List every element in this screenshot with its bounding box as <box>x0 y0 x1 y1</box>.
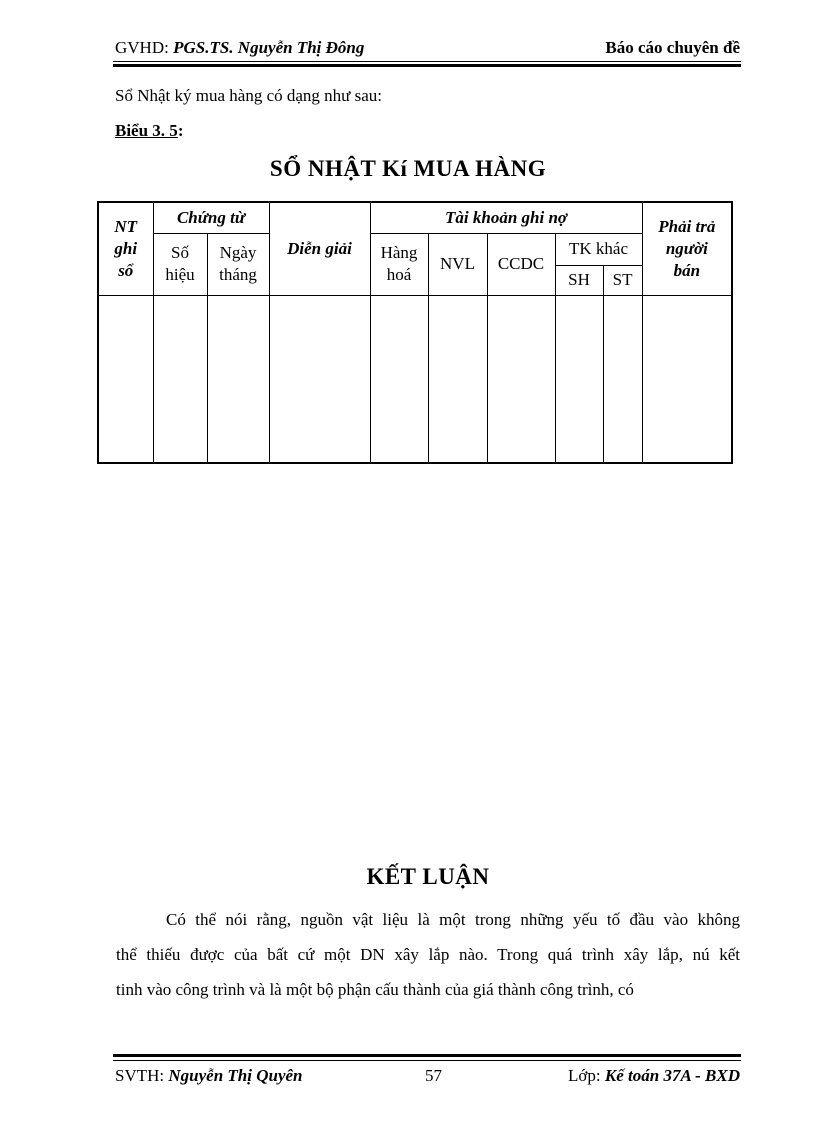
table-cell <box>207 295 269 463</box>
figure-caption <box>115 121 183 141</box>
col-hang-hoa <box>370 233 428 295</box>
conclusion-paragraph <box>116 902 740 1007</box>
paragraph-line <box>116 902 740 937</box>
header-advisor <box>115 38 364 58</box>
col-ngay-thang <box>207 233 269 295</box>
paragraph-line: tinh vào công trình và là một bộ phận cấu thành của giá thành công trình, có <box>116 980 634 999</box>
footer-rule-thin <box>113 1060 741 1061</box>
table-cell <box>603 295 642 463</box>
col-nt-line: ghi <box>114 238 138 258</box>
col-ngay-thang-line: tháng <box>219 265 257 284</box>
col-phai-tra-line: bán <box>673 260 701 280</box>
paragraph-line: thể thiếu được của bất cứ một DN xây lắp nào. Trong quá trình xây lắp, nú kết <box>116 945 740 964</box>
caption-label: Biểu 3. 5 <box>115 121 178 140</box>
col-so-hieu-line: hiệu <box>165 265 195 284</box>
intro-text: Sổ Nhật ký mua hàng có dạng như sau: <box>115 86 383 105</box>
class-name: Kế toán 37A - BXD <box>604 1066 740 1085</box>
student-prefix: SVTH: <box>115 1066 169 1085</box>
header-rule-thick <box>113 64 741 67</box>
header-report-type: Báo cáo chuyên đề <box>605 38 740 57</box>
col-nt-line: NT <box>114 216 138 236</box>
col-hang-hoa-line: hoá <box>386 265 412 284</box>
col-ccdc: CCDC <box>487 233 555 295</box>
footer-class <box>568 1066 740 1086</box>
table-body-row <box>98 295 732 463</box>
table-cell <box>269 295 370 463</box>
col-st: ST <box>603 265 642 295</box>
col-phai-tra-line: người <box>665 238 708 258</box>
col-nt-ghi-so <box>98 202 153 295</box>
header-rule-thin <box>113 61 741 62</box>
table-cell <box>487 295 555 463</box>
table-cell <box>642 295 732 463</box>
page-number: 57 <box>425 1066 442 1085</box>
col-phai-tra-line: Phải trả <box>658 216 716 236</box>
section-title: KẾT LUẬN <box>366 864 490 889</box>
advisor-prefix: GVHD: <box>115 38 174 57</box>
col-hang-hoa-line: Hàng <box>380 243 418 262</box>
group-tk-khac: TK khác <box>555 233 642 265</box>
table-cell <box>428 295 487 463</box>
table-title: SỔ NHẬT Kí MUA HÀNG <box>269 156 547 181</box>
paragraph-line-text: Có thể nói rằng, nguồn vật liệu là một trong những yếu tố đầu vào không <box>166 910 740 929</box>
col-ngay-thang-line: Ngày <box>219 243 257 262</box>
group-tk-ghi-no: Tài khoản ghi nợ <box>370 202 642 233</box>
col-dien-giai: Diễn giải <box>269 202 370 295</box>
purchase-journal-table <box>97 201 733 464</box>
advisor-name: PGS.TS. Nguyễn Thị Đông <box>173 38 365 57</box>
footer-rule-thick <box>113 1054 741 1057</box>
class-prefix: Lớp: <box>568 1066 605 1085</box>
col-so-hieu <box>153 233 207 295</box>
caption-colon: : <box>177 121 184 140</box>
col-sh: SH <box>555 265 603 295</box>
student-name: Nguyễn Thị Quyên <box>168 1066 303 1085</box>
col-nt-line: sổ <box>118 260 134 280</box>
table-cell <box>98 295 153 463</box>
table-cell <box>370 295 428 463</box>
col-phai-tra <box>642 202 732 295</box>
col-so-hieu-line: Số <box>171 243 189 262</box>
group-chung-tu: Chứng từ <box>153 202 269 233</box>
col-nvl: NVL <box>428 233 487 295</box>
footer-student <box>115 1066 303 1086</box>
table-cell <box>555 295 603 463</box>
table-cell <box>153 295 207 463</box>
